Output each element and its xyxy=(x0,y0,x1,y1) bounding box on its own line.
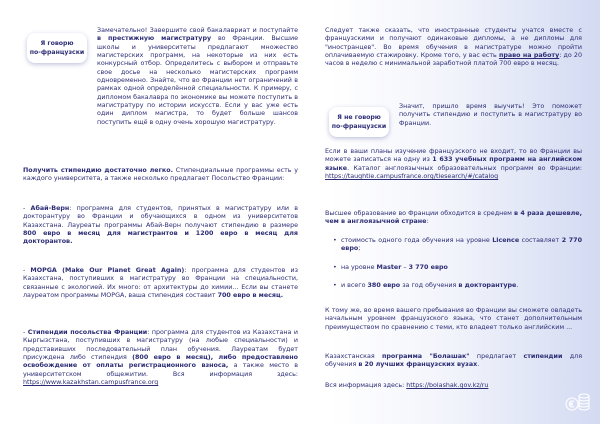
text-run: MOPGA (Make Our Planet Great Again) xyxy=(30,267,185,274)
text-run: - xyxy=(23,205,31,212)
left-intro-paragraph xyxy=(97,27,298,127)
text-run: Абай-Верн xyxy=(30,205,70,212)
text-run: : до 20 часов в неделю с минимальной заработной платой 700 евро в месяц. xyxy=(325,52,582,68)
text-run: 1 633 учебных программ на английском языке xyxy=(325,156,582,172)
text-run: 3 770 евро xyxy=(408,263,448,271)
text-run: Стипендиальные программы есть у каждого университета, а также несколько предлагает Посольство Франции: xyxy=(23,167,298,183)
right-french-advantage xyxy=(325,307,582,332)
text-run: в престижную магистратуру xyxy=(97,35,212,43)
text-run: 800 евро в месяц для магистрантов и 1200 евро в месяц для докторантов. xyxy=(23,230,298,246)
text-run: на уровне xyxy=(341,263,377,271)
text-run: – xyxy=(401,263,409,271)
text-run: . xyxy=(516,282,519,290)
text-run: Вся информация здесь: xyxy=(325,382,407,389)
list-item xyxy=(333,264,582,272)
text-run: К тому же, во время вашего пребывания во Франции вы сможете овладеть начальным уровнем французского языка, что станет дополнительным преимуществом по сравнению с теми, кто владеет только английским ... xyxy=(325,307,582,331)
left-abai-verne xyxy=(23,205,298,247)
text-run: за год обучения xyxy=(400,282,459,290)
text-run: . Каталог англоязычных образовательных программ во Франции: xyxy=(347,164,582,172)
text-run: - xyxy=(23,267,31,274)
text-run: программа "Болашак" xyxy=(381,353,470,360)
list-item xyxy=(333,282,582,290)
badge-not-speak-french: Я не говорю по-французски xyxy=(329,107,389,137)
link-text[interactable]: https://bolashak.gov.kz/ru xyxy=(406,382,489,389)
left-embassy-scholarship xyxy=(23,329,298,387)
link-text[interactable]: https://www.kazakhstan.campusfrance.org xyxy=(23,379,159,387)
link-text[interactable]: https://taughtie.campusfrance.org/tiesearch/#/catalog xyxy=(325,173,499,181)
right-bolashak xyxy=(325,353,582,370)
text-run: 380 евро xyxy=(367,282,401,290)
right-intro-paragraph xyxy=(325,27,582,69)
text-run: Получить стипендию достаточно легко. xyxy=(23,167,173,174)
text-run: для обучения xyxy=(325,353,583,369)
text-run: Следует также сказать, что иностранные студенты учатся вместе с французскими и получают одинаковые дипломы, а не дипломы для "иностранцев". Во время обучения в магистратуре можно пройти оплачиваемую стажировку. Кроме того, у вас есть xyxy=(325,27,582,60)
text-run: : программа для студентов, принятых в магистратуру или в докторантуру во Франции и обучающихся в одном из университетов Казахстана. Лауреаты программы Абай-Верн получают стипендию в размере xyxy=(23,205,298,229)
text-run: ; xyxy=(358,245,361,253)
text-run: в 20 лучших французских вузах xyxy=(358,361,478,369)
text-run: составляет xyxy=(519,237,562,244)
text-run: Если в ваши планы изучение французского не входит, то во Франции вы можете записаться на одну из xyxy=(325,148,582,164)
right-info-link xyxy=(325,382,582,390)
right-english-programs xyxy=(325,148,582,181)
list-item xyxy=(333,237,582,254)
text-run: : программа для студентов из Казахстана, поступивших в магистратуру во Франции на специальности, связанные с экологией. Их много: от архитектуры до химии... Если вы станете лауреатом программы MOPGA, ваша стипендия составит xyxy=(23,267,298,300)
text-run: 2 770 евро xyxy=(341,237,582,253)
text-run: Замечательно! Завершите свой бакалавриат и поступайте xyxy=(97,27,298,34)
text-run: Стипендии посольства Франции xyxy=(27,329,148,336)
text-run: : программа для студентов из Казахстана и Кыргызстана, поступивших в магистратуру (на любые специальности) и представивших последовательный план обучения. Лауреатам будет присуждена либо стипендия xyxy=(23,329,298,362)
text-run: в 4 раза дешевле, чем в англоязычной стране xyxy=(325,210,582,226)
text-run: 700 евро в месяц. xyxy=(217,292,284,300)
text-run: стипендии xyxy=(523,353,563,360)
text-run: Высшее образование во Франции обходится в среднем xyxy=(325,210,515,217)
text-run: Master xyxy=(376,263,402,271)
right-cost-intro xyxy=(325,210,582,227)
left-scholarship-intro xyxy=(23,167,298,184)
text-run: - xyxy=(23,329,28,336)
badge-speak-french: Я говорю по-французски xyxy=(27,33,87,63)
text-run: стоимость одного года обучения на уровне xyxy=(341,237,493,244)
text-run: (800 евро в месяц), либо предоставлено освобождение от оплаты регистрационного взноса, xyxy=(23,354,298,370)
coins-euro-icon xyxy=(564,390,592,414)
text-run: предлагает xyxy=(469,353,524,360)
text-run: Казахстанская xyxy=(325,353,382,360)
text-run: : xyxy=(426,218,429,226)
text-run: право на работу xyxy=(498,52,560,60)
text-run: а также место в университетском общежитии. Вся информация здесь: xyxy=(23,362,299,378)
left-mopga xyxy=(23,267,298,300)
cost-list xyxy=(333,237,582,300)
text-run: и всего xyxy=(341,282,368,290)
text-run: Значит, пришло время выучить! Это поможет получить стипендию и поступить в магистратуру во Франции. xyxy=(399,103,582,127)
text-run: во Франции. Высшие школы и университеты предлагают множество магистерских программ, на некоторые из них есть конкурсный отбор. Определитесь с выбором и отправьте свое досье на несколько магистерских программ одновременно. Знайте, что во Франции нет ограничений в рамках одной определённой специальности. К примеру, с дипломом бакалавра по экономике вы можете поступить в магистратуру по истории искусств. Если у вас уже есть один диплом магистра, то будет больше шансов поступить ещё в одну очень хорошую магистратуру. xyxy=(97,35,298,126)
text-run: в докторантуре xyxy=(458,282,517,290)
text-run: . xyxy=(477,361,480,369)
right-learn-paragraph xyxy=(399,103,582,128)
text-run: Licence xyxy=(492,237,520,244)
